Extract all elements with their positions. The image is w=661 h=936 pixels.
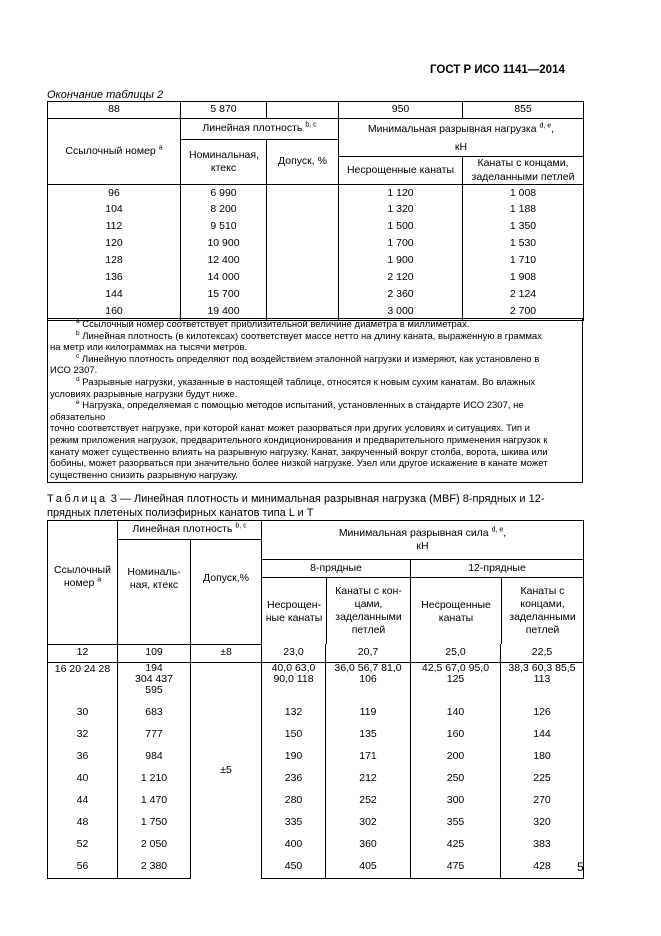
table-cell: 6 990 [181,185,267,202]
table-cell: 23,0 [262,644,326,662]
cell-line: 90,0 118 [273,672,314,685]
table2-header-density [181,119,339,140]
table3-merged-row [48,662,584,702]
footnote-d [48,377,582,389]
table-cell: 180 [501,746,584,768]
table-cell: 1 350 [463,219,584,236]
table3-header-12strand [411,560,584,645]
table-cell: 280 [262,790,326,812]
cell-line: 194 [145,661,163,674]
table-cell: 212 [326,768,411,790]
table-cell: 120 [48,236,181,253]
table-cell [501,662,584,702]
table-cell: 400 [262,834,326,856]
footnote-e-cont: существенно снизить разрывную нагрузку. [50,469,238,481]
table3 [47,520,584,879]
cell-line: 42,5 67,0 95,0 [421,661,490,674]
table-cell: 128 [48,253,181,270]
table-cell: 200 [411,746,501,768]
table-cell: 136 [48,270,181,287]
table-cell: 1 500 [339,219,463,236]
footnote-b [48,331,582,343]
table-cell: 144 [501,724,584,746]
table-cell: 44 [48,790,118,812]
footnote-mark: d, e [539,122,552,130]
table-cell: 236 [262,768,326,790]
table2 [47,101,584,321]
table-cell: 302 [326,812,411,834]
table-cell [262,662,326,702]
footnote-text: Линейная плотность (в килотексах) соответствует массе нетто на длину каната, выраженную в граммах [82,330,542,342]
table-row [48,287,584,304]
table-row [48,185,584,202]
table-cell: 1 210 [118,768,191,790]
table-cell: 12 400 [181,253,267,270]
table-cell: 2 360 [339,287,463,304]
table-cell: 475 [411,856,501,879]
header-density-label: Линейная плотность [202,122,303,135]
table-cell: 2 120 [339,270,463,287]
table2-header-mbf-unit: кН [339,140,584,157]
table-cell: 20,7 [326,644,411,662]
table-cell: 270 [501,790,584,812]
table-cell: 25,0 [411,644,501,662]
table-cell [326,662,411,702]
footnote-mark: d, e [491,526,504,534]
footnote-e-cont: точно соответствует нагрузке, при которой канат может разорваться при других условиях и ситуациях. Тип и [50,423,530,435]
table-cell: 2 050 [118,834,191,856]
table-cell: 1 530 [463,236,584,253]
header-mbf-unit: кН [416,540,429,552]
page-number: 5 [577,860,584,874]
footnote-mark: a [97,576,102,584]
table-cell: 52 [48,834,118,856]
table-cell: 1 700 [339,236,463,253]
footnote-e-cont: канату может существенно влиять на разрывную нагрузку. Канат, закрученный вокруг столба, ворота, шкива или [50,446,548,458]
table-cell: 119 [326,702,411,724]
table-cell: 320 [501,812,584,834]
table-cell: 425 [411,834,501,856]
table-cell: 5 870 [181,102,267,119]
table-cell [267,219,339,236]
header-spliced12: Канаты с концами, заделанными петлей [509,584,576,637]
table-cell: 135 [326,724,411,746]
table-cell: 1 750 [118,812,191,834]
table-cell [118,662,191,702]
table-cell [267,202,339,219]
caption-word: Таблица [47,493,108,505]
table-cell: 855 [463,102,584,119]
table-cell: 2 380 [118,856,191,879]
header-ref-label: Ссылочный номер [54,564,111,590]
cell-line: 106 [359,672,377,685]
table-cell: 2 700 [463,304,584,321]
table3-header-8strand [262,560,411,645]
table-cell [267,287,339,304]
table-cell: 428 [501,856,584,879]
footnote-e-cont: обязательно [50,411,106,423]
table-cell: 22,5 [501,644,584,662]
footnote-mark: d [76,375,80,383]
header-8strand-label: 8-прядные [262,560,410,578]
table3-tolerance-group: ±5 [191,662,262,879]
table-row [48,253,584,270]
table3-header-nominal: Номиналь-ная, ктекс [118,540,191,645]
caption-number: 3 [110,493,117,505]
table-cell: 109 [118,644,191,662]
table-cell: 252 [326,790,411,812]
table-cell: 32 [48,724,118,746]
table-cell: 10 900 [181,236,267,253]
table-cell: 48 [48,812,118,834]
table2-caption: Окончание таблицы 2 [47,89,164,101]
table3-header-density [118,521,262,540]
footnote-mark: b [76,329,80,337]
table-cell: ±8 [191,644,262,662]
header-ref-label: Ссылочный номер [65,144,156,157]
table-cell: 225 [501,768,584,790]
table-cell: 19 400 [181,304,267,321]
table-cell: 1 320 [339,202,463,219]
table-cell: 3 000 [339,304,463,321]
caption-text-cont: прядных плетеных полиэфирных канатов типа L и T [47,507,314,519]
table-cell: 405 [326,856,411,879]
table2-header-tolerance: Допуск, % [267,140,339,185]
document-header: ГОСТ Р ИСО 1141—2014 [430,64,565,76]
table-cell: 1 008 [463,185,584,202]
footnote-c-cont: ИСО 2307. [50,365,98,377]
table-cell: 144 [48,287,181,304]
footnote-text: Нагрузка, определяемая с помощью методов испытаний, установленных в стандарте ИСО 2307, не [82,400,524,412]
header-mbf-comma: , [503,526,507,539]
table-cell: 160 [48,304,181,321]
footnote-text: Ссылочный номер соответствует приблизительной величине диаметра в миллиметрах. [82,319,470,330]
table-cell: 383 [501,834,584,856]
table-cell: 140 [411,702,501,724]
table-cell [267,253,339,270]
table-cell: 250 [411,768,501,790]
table-cell: 450 [262,856,326,879]
table2-header-spliced: Канаты с концами, заделанными петлей [463,157,584,185]
footnote-mark: b, c [235,522,247,530]
table-cell: 15 700 [181,287,267,304]
footnote-c [48,354,582,366]
cell-line: 113 [533,672,551,685]
table-cell: 8 200 [181,202,267,219]
header-mbf-label: Минимальная разрывная сила [338,526,489,539]
header-12strand-label: 12-прядные [411,560,583,578]
footnote-d-cont: условиях разрывные нагрузки будут ниже. [50,388,238,400]
table-cell [267,270,339,287]
table-cell: 683 [118,702,191,724]
cell-line: 36,0 56,7 81,0 [334,661,402,674]
table-cell: 950 [339,102,463,119]
footnote-mark: a [76,317,80,325]
table-cell: 36 [48,746,118,768]
table-cell [267,185,339,202]
table-cell: 171 [326,746,411,768]
header-unspliced8: Несрощен-ные канаты [262,578,327,644]
table-cell [267,236,339,253]
header-unspliced12: Несрощенные канаты [411,578,502,644]
footnote-a [48,319,582,331]
table2-header-ref [48,119,181,185]
table-row [48,202,584,219]
table-cell: 9 510 [181,219,267,236]
table-cell: 984 [118,746,191,768]
table-cell: 112 [48,219,181,236]
table-cell: 30 [48,702,118,724]
header-density-label: Линейная плотность [132,523,233,536]
table2-carry-row [48,102,584,119]
table-cell: 2 124 [463,287,584,304]
table3-header-ref [48,521,118,645]
footnote-mark: e [76,399,80,406]
cell-line: 40,0 63,0 [271,661,316,674]
table-cell: 150 [262,724,326,746]
table-cell [411,662,501,702]
table2-header-nominal: Номинальная, ктекс [181,140,267,185]
table3-caption [47,492,583,520]
table-cell: 88 [48,102,181,119]
table-row [48,219,584,236]
table-cell: 777 [118,724,191,746]
table-cell: 160 [411,724,501,746]
table-cell: 1 188 [463,202,584,219]
table-cell [267,102,339,119]
table3-header-mbf [262,521,584,560]
table-cell: 1 908 [463,270,584,287]
footnote-mark: a [158,144,163,152]
cell-line: 595 [145,683,163,696]
table-cell: 1 900 [339,253,463,270]
table-cell: 1 710 [463,253,584,270]
cell-line: 125 [446,672,465,685]
table-cell: 40 [48,768,118,790]
header-mbf-label: Минимальная разрывная нагрузка [367,122,537,135]
table-cell: 96 [48,185,181,202]
table-cell: 12 [48,644,118,662]
table-cell: 126 [501,702,584,724]
footnote-mark: b, c [305,121,317,129]
footnote-text: Линейную плотность определяют под воздействием эталонной нагрузки и измеряют, как установлено в [81,353,540,365]
table3-header-tolerance: Допуск,% [191,540,262,645]
table-cell: 132 [262,702,326,724]
cell-line: 304 437 [135,672,173,685]
table-row [48,270,584,287]
cell-line: 38,3 60,3 85,5 [508,661,576,674]
table-cell: 14 000 [181,270,267,287]
footnote-b-cont: на метр или килограммах на тысячи метров. [50,342,248,354]
table-cell: 300 [411,790,501,812]
table-cell: 16 20 24 28 [48,662,118,702]
table-row [48,236,584,253]
table-cell: 190 [262,746,326,768]
table-cell: 56 [48,856,118,879]
caption-text: — Линейная плотность и минимальная разрывная нагрузка (MBF) 8-прядных и 12- [116,493,545,505]
footnote-e [48,400,582,412]
table2-body [48,185,584,321]
table2-footnotes [47,318,583,483]
table-cell: 1 120 [339,185,463,202]
table3-row-12 [48,644,584,662]
footnote-e-cont: режим приложения нагрузок, предварительного кондиционирования и предварительного применения нагрузок к [50,434,548,446]
table-cell: 355 [411,812,501,834]
table2-header-mbf: Минимальная разрывная нагрузка $^{d, e}$, [339,119,584,140]
table-cell: 104 [48,202,181,219]
header-spliced8: Канаты с кон-цами, заделанными петлей [335,584,402,637]
table-cell: 335 [262,812,326,834]
table-cell: 1 470 [118,790,191,812]
table-cell: 360 [326,834,411,856]
footnote-mark: c [76,352,80,360]
footnote-text: Разрывные нагрузки, указанные в настоящей таблице, относятся к новым сухим канатам. Во влажных [82,376,536,388]
table2-header-unspliced: Несрощенные канаты [339,157,463,185]
footnote-e-cont: бобины, может разорваться при значительно более низкой нагрузке. Узел или другое искажение в канате может [50,458,548,470]
